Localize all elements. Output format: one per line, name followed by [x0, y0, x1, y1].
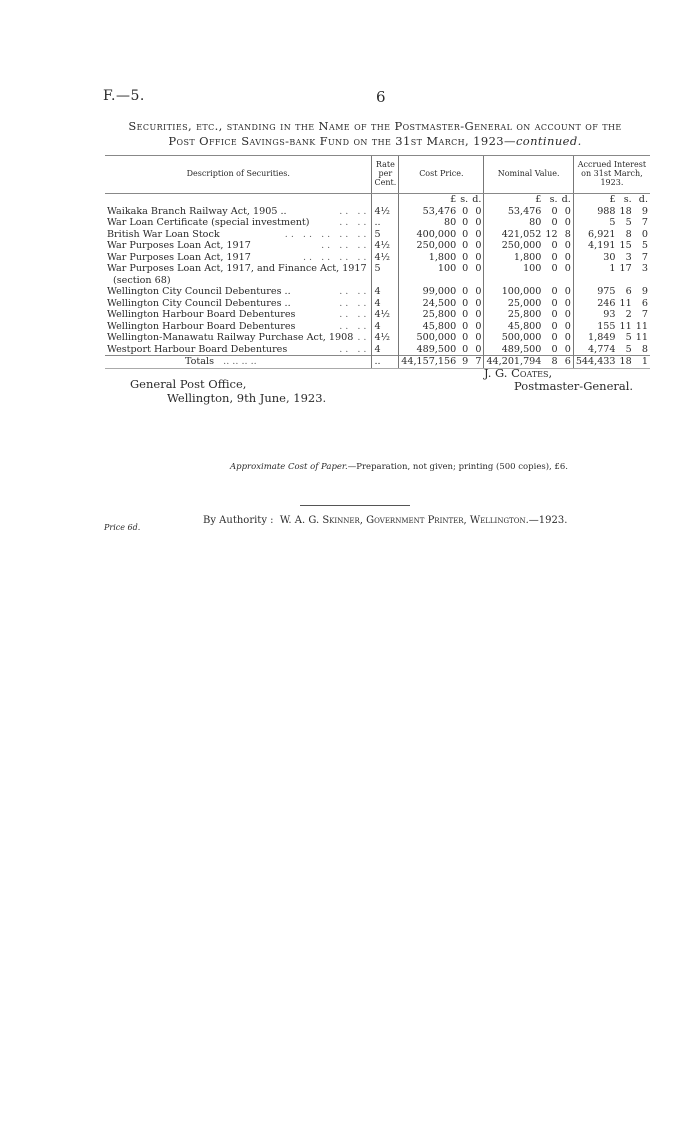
row-nominal-pence: 0 — [564, 320, 571, 332]
totals-dots: .. .. .. .. — [223, 356, 257, 367]
row-cost-pounds: 250,000 — [399, 240, 458, 252]
table-row — [105, 206, 650, 218]
row-rate: 4½ — [372, 206, 399, 218]
row-leader-dots: .. .. — [339, 343, 370, 355]
row-nominal-shillings: 0 — [551, 320, 558, 332]
row-nominal-shillings — [543, 275, 559, 287]
row-interest-pounds: 6,921 — [573, 229, 617, 241]
row-cost-pounds: 45,800 — [399, 321, 458, 333]
row-nominal-pence: 0 — [564, 205, 571, 217]
row-description-text: War Purposes Loan Act, 1917 — [107, 240, 251, 251]
row-nominal-pence: 0 — [564, 309, 571, 320]
row-description-text: (section 68) — [113, 274, 171, 286]
row-description — [105, 332, 372, 344]
row-cost-pence: 0 — [475, 343, 482, 355]
place-date: Wellington, 9th June, 1923. — [167, 391, 327, 405]
table-row — [105, 332, 650, 344]
row-description — [105, 217, 372, 229]
row-nominal-pence: 8 — [564, 228, 571, 240]
row-description-text: War Purposes Loan Act, 1917 — [107, 251, 251, 263]
row-interest-pence: 6 — [641, 297, 648, 309]
row-description-text: Wellington Harbour Board Debentures — [107, 309, 296, 320]
row-cost-pounds: 400,000 — [399, 229, 458, 241]
row-nominal-pounds: 1,800 — [484, 252, 543, 264]
row-cost-pence: 0 — [475, 205, 482, 217]
row-interest-shillings: 15 — [619, 240, 632, 251]
row-nominal-shillings: 0 — [551, 343, 558, 355]
row-nominal-pounds: 25,000 — [484, 298, 543, 310]
row-nominal-pounds: 500,000 — [484, 332, 543, 344]
table-row — [105, 252, 650, 264]
totals-cost-shillings: 9 — [458, 356, 470, 369]
row-leader-dots: .. .. .. — [321, 240, 370, 251]
unit-pence: d. — [472, 194, 482, 205]
row-cost-pounds: 1,800 — [399, 252, 458, 264]
units-blank — [372, 194, 399, 206]
row-interest-pounds — [573, 275, 617, 287]
row-interest-shillings: 5 — [625, 343, 632, 355]
row-cost-shillings: 0 — [462, 309, 469, 320]
row-cost-pounds — [399, 275, 458, 287]
row-cost-shillings — [458, 275, 470, 287]
totals-interest-shillings: 18 — [619, 356, 632, 367]
row-description — [105, 309, 372, 321]
row-description — [105, 240, 372, 252]
row-cost-shillings: 0 — [462, 251, 469, 263]
row-rate — [372, 275, 399, 287]
row-nominal-pounds: 53,476 — [484, 206, 543, 218]
row-rate: 4½ — [372, 240, 399, 252]
row-description — [105, 344, 372, 356]
cost-of-paper — [230, 462, 568, 472]
header-rate: Rate per Cent. — [372, 156, 399, 194]
row-nominal-shillings: 0 — [551, 263, 558, 274]
table-row — [105, 321, 650, 333]
row-cost-shillings: 0 — [462, 332, 469, 343]
row-description — [105, 321, 372, 333]
row-interest-pounds: 4,191 — [573, 240, 617, 252]
cost-label: Approximate Cost of Paper. — [230, 462, 348, 472]
unit-shilling: s. — [549, 194, 558, 205]
row-leader-dots: .. .. — [339, 217, 370, 228]
row-nominal-pounds: 25,800 — [484, 309, 543, 321]
row-cost-pence: 0 — [475, 286, 482, 297]
table-row — [105, 240, 650, 252]
row-rate: 4½ — [372, 332, 399, 344]
totals-rate: .. — [372, 356, 399, 369]
signatory-role: Postmaster-General. — [514, 379, 634, 393]
row-nominal-shillings: 0 — [551, 309, 558, 320]
row-description-text: Waikaka Branch Railway Act, 1905 .. — [107, 205, 287, 217]
row-interest-pounds: 155 — [573, 321, 617, 333]
unit-shilling: s. — [460, 194, 469, 205]
row-interest-pounds: 246 — [573, 298, 617, 310]
unit-pence: d. — [638, 194, 648, 205]
table-row — [105, 217, 650, 229]
row-description-text: Westport Harbour Board Debentures — [107, 343, 288, 355]
totals-nominal-pence: 6 — [560, 356, 574, 369]
row-interest-pounds: 988 — [573, 206, 617, 218]
row-description-text: War Loan Certificate (special investment) — [107, 217, 310, 228]
row-description-text: Wellington City Council Debentures .. — [107, 286, 291, 297]
row-leader-dots: .. .. .. .. .. — [284, 228, 370, 240]
row-cost-shillings: 0 — [462, 343, 469, 355]
units-blank — [105, 194, 372, 206]
table-header-row — [105, 156, 650, 194]
table-row — [105, 286, 650, 298]
row-interest-shillings: 18 — [619, 205, 632, 217]
securities-table — [105, 155, 650, 369]
row-leader-dots: .. .. — [339, 320, 370, 332]
row-nominal-pounds: 100,000 — [484, 286, 543, 298]
row-interest-pence: 8 — [641, 343, 648, 355]
row-description — [105, 298, 372, 310]
row-rate: 4 — [372, 286, 399, 298]
row-cost-shillings: 0 — [462, 263, 469, 274]
row-interest-shillings — [618, 275, 634, 287]
row-interest-pounds: 5 — [573, 217, 617, 229]
row-nominal-pounds: 489,500 — [484, 344, 543, 356]
row-description-text: Wellington-Manawatu Railway Purchase Act, 1908 — [107, 332, 354, 343]
row-description — [105, 286, 372, 298]
row-cost-pounds: 53,476 — [399, 206, 458, 218]
row-cost-pounds: 100 — [399, 263, 458, 275]
table-row — [105, 298, 650, 310]
totals-nominal-shillings: 8 — [543, 356, 559, 369]
row-cost-pence: 0 — [475, 332, 482, 343]
divider — [300, 505, 410, 506]
totals-label-text: Totals — [185, 356, 214, 367]
row-cost-pounds: 80 — [399, 217, 458, 229]
table-row — [105, 309, 650, 321]
authority-text: W. A. G. Skinner, Government Printer, Wellington.—1923. — [279, 515, 568, 526]
row-leader-dots: .. .. .. .. — [302, 251, 370, 263]
row-interest-pence: 7 — [641, 309, 648, 320]
row-description-text: War Purposes Loan Act, 1917, and Finance Act, 1917 — [107, 263, 367, 274]
row-nominal-shillings: 0 — [551, 332, 558, 343]
authority-prefix: By Authority : — [203, 515, 274, 526]
row-nominal-shillings: 0 — [551, 297, 558, 309]
header-cost: Cost Price. — [399, 156, 484, 194]
row-interest-shillings: 3 — [625, 251, 632, 263]
row-description-text: Wellington Harbour Board Debentures — [107, 320, 296, 332]
row-interest-pounds: 30 — [573, 252, 617, 264]
totals-cost-pence: 7 — [470, 356, 484, 369]
page-title — [110, 119, 640, 149]
printer-imprint — [203, 515, 567, 526]
row-interest-pence: 7 — [641, 251, 648, 263]
row-nominal-pence: 0 — [564, 251, 571, 263]
row-nominal-shillings: 0 — [551, 240, 558, 251]
unit-pound: £ — [573, 194, 617, 206]
signatory-name: J. G. Coates, — [484, 366, 553, 380]
row-interest-shillings: 8 — [625, 228, 632, 240]
row-interest-shillings: 5 — [625, 332, 632, 343]
row-interest-shillings: 6 — [625, 286, 632, 297]
row-nominal-pounds: 100 — [484, 263, 543, 275]
row-nominal-pounds — [484, 275, 543, 287]
row-nominal-pounds: 250,000 — [484, 240, 543, 252]
row-nominal-pence: 0 — [564, 332, 571, 343]
row-nominal-pence: 0 — [564, 286, 571, 297]
row-cost-pounds: 489,500 — [399, 344, 458, 356]
row-leader-dots: .. .. — [339, 205, 370, 217]
row-description — [105, 275, 372, 287]
totals-interest-pence: 1 — [634, 356, 650, 369]
totals-interest-pounds: 544,433 — [573, 356, 617, 369]
row-cost-pence: 0 — [475, 297, 482, 309]
table-row — [105, 275, 650, 287]
unit-pence: d. — [561, 194, 571, 205]
title-line-2-text: Post Office Savings-bank Fund on the 31st March, 1923— — [168, 134, 516, 148]
table-row — [105, 344, 650, 356]
page-number: 6 — [376, 88, 386, 106]
row-interest-shillings: 11 — [619, 320, 632, 332]
row-nominal-pence: 0 — [564, 263, 571, 274]
row-nominal-pence: 0 — [564, 240, 571, 251]
row-interest-pence: 3 — [641, 263, 648, 274]
table-row — [105, 263, 650, 275]
row-nominal-pounds: 80 — [484, 217, 543, 229]
row-cost-pence — [470, 275, 484, 287]
row-cost-shillings: 0 — [462, 217, 469, 228]
row-interest-pounds: 4,774 — [573, 344, 617, 356]
row-interest-pence: 5 — [641, 240, 648, 251]
row-rate: 4 — [372, 321, 399, 333]
row-nominal-pounds: 421,052 — [484, 229, 543, 241]
row-rate: 5 — [372, 263, 399, 275]
row-cost-pounds: 24,500 — [399, 298, 458, 310]
header-nominal: Nominal Value. — [484, 156, 573, 194]
row-interest-shillings: 11 — [619, 297, 632, 309]
price: Price 6d. — [104, 523, 141, 532]
row-interest-pence: 0 — [641, 228, 648, 240]
row-cost-shillings: 0 — [462, 228, 469, 240]
totals-row — [105, 356, 650, 369]
row-interest-pounds: 1,849 — [573, 332, 617, 344]
row-rate: 4 — [372, 298, 399, 310]
totals-nominal-pounds: 44,201,794 — [484, 356, 543, 369]
row-rate: 4½ — [372, 252, 399, 264]
row-nominal-pence — [560, 275, 574, 287]
row-cost-pence: 0 — [475, 217, 482, 228]
row-rate: 4 — [372, 344, 399, 356]
row-interest-shillings: 2 — [625, 309, 632, 320]
row-cost-shillings: 0 — [462, 297, 469, 309]
row-cost-shillings: 0 — [462, 286, 469, 297]
row-interest-pence: 11 — [635, 332, 648, 343]
row-leader-dots: .. .. — [339, 286, 370, 297]
row-cost-pence: 0 — [475, 320, 482, 332]
row-rate: .. — [372, 217, 399, 229]
row-cost-pence: 0 — [475, 228, 482, 240]
row-cost-pence: 0 — [475, 251, 482, 263]
row-nominal-shillings: 12 — [545, 228, 558, 240]
header-description: Description of Securities. — [105, 156, 372, 194]
row-cost-pence: 0 — [475, 263, 482, 274]
row-cost-shillings: 0 — [462, 205, 469, 217]
row-leader-dots: .. .. — [339, 297, 370, 309]
title-line-1: Securities, etc., standing in the Name of the Postmaster-General on account of the — [128, 119, 622, 133]
row-leader-dots: .. — [357, 332, 370, 343]
unit-pound: £ — [484, 194, 543, 206]
row-interest-pounds: 975 — [573, 286, 617, 298]
row-nominal-shillings: 0 — [551, 251, 558, 263]
row-nominal-pounds: 45,800 — [484, 321, 543, 333]
row-cost-shillings: 0 — [462, 240, 469, 251]
row-nominal-shillings: 0 — [551, 205, 558, 217]
row-cost-pence: 0 — [475, 240, 482, 251]
row-nominal-pence: 0 — [564, 217, 571, 228]
row-nominal-shillings: 0 — [551, 217, 558, 228]
row-nominal-pence: 0 — [564, 297, 571, 309]
row-interest-pounds: 93 — [573, 309, 617, 321]
row-interest-shillings: 17 — [619, 263, 632, 274]
row-nominal-shillings: 0 — [551, 286, 558, 297]
row-interest-pounds: 1 — [573, 263, 617, 275]
row-interest-pence: 11 — [635, 320, 648, 332]
row-cost-pence: 0 — [475, 309, 482, 320]
row-rate: 4½ — [372, 309, 399, 321]
row-interest-pence: 9 — [641, 286, 648, 297]
row-description-text: British War Loan Stock — [107, 228, 220, 240]
row-description — [105, 206, 372, 218]
row-cost-shillings: 0 — [462, 320, 469, 332]
row-interest-shillings: 5 — [625, 217, 632, 228]
table-row — [105, 229, 650, 241]
row-description — [105, 252, 372, 264]
title-line-2 — [110, 134, 640, 149]
row-leader-dots: .. .. — [339, 309, 370, 320]
report-reference: F.—5. — [103, 88, 145, 104]
row-cost-pounds: 99,000 — [399, 286, 458, 298]
row-description-text: Wellington City Council Debentures .. — [107, 297, 291, 309]
office-name: General Post Office, — [130, 377, 247, 391]
row-nominal-pence: 0 — [564, 343, 571, 355]
row-interest-pence — [634, 275, 650, 287]
cost-text: —Preparation, not given; printing (500 copies), £6. — [347, 462, 568, 472]
totals-label — [105, 356, 372, 369]
unit-pound: £ — [399, 194, 458, 206]
title-continued: continued. — [515, 134, 582, 148]
row-rate: 5 — [372, 229, 399, 241]
row-interest-pence: 7 — [641, 217, 648, 228]
row-description — [105, 263, 372, 275]
unit-shilling: s. — [623, 194, 632, 205]
row-cost-pounds: 500,000 — [399, 332, 458, 344]
row-description — [105, 229, 372, 241]
units-row — [105, 194, 650, 206]
header-interest: Accrued Interest on 31st March, 1923. — [573, 156, 650, 194]
totals-cost-pounds: 44,157,156 — [399, 356, 458, 369]
row-cost-pounds: 25,800 — [399, 309, 458, 321]
row-interest-pence: 9 — [641, 205, 648, 217]
